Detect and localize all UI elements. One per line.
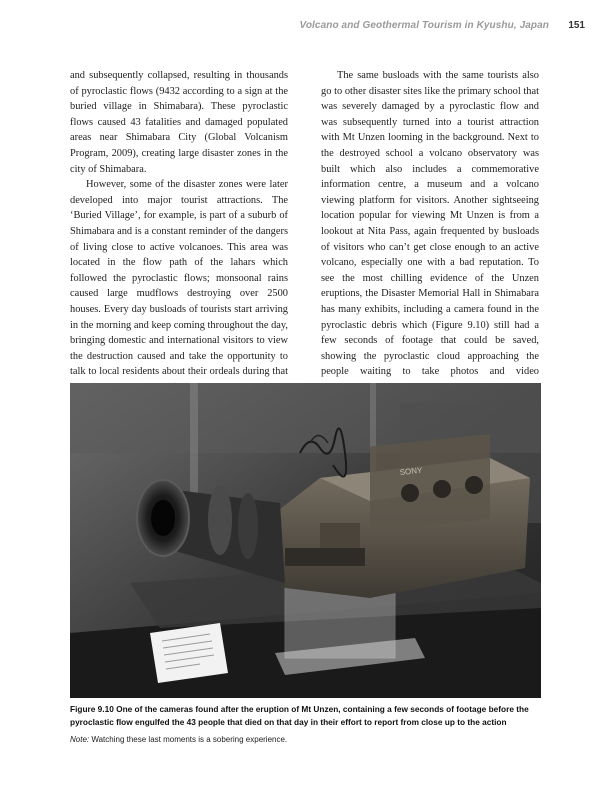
camera-brand-label: SONY — [399, 465, 423, 477]
figure-caption: Figure 9.10 One of the cameras found after the eruption of Mt Unzen, containing a few seconds of footage before the pyroclastic flow engulfed the 43 people that died on that day in their effort to report from close up to the action — [70, 704, 529, 727]
note-label: Note: — [70, 735, 90, 744]
paragraph: The same busloads with the same tourists also go to other disaster sites like the primary school that was severely damaged by a pyroclastic flow and was subsequently turned into a tourist attraction with Mt Unzen looming in the background. Next to the destroyed school a volcano observatory was built which also includes a commemorative information centre, a museum and a volcano viewing platform for visitors. Another sightseeing location popular for viewing Mt Unzen is from a lookout at Nita Pass, again frequented by busloads of visitors who can’t get close enough to an active volcano, especially one with a bad reputation. To see the most chilling evidence of the Unzen eruptions, the Disaster Memorial Hall in Shimabara has many exhibits, including a camera found in the pyroclastic debris which (Figure 9.10) still had a few seconds of footage that could be saved, showing the pyroclastic cloud approaching the people waiting to take photos and video — [321, 70, 539, 378]
paragraph: and subsequently collapsed, resulting in thousands of pyroclastic flows (9432 according to a sign at the buried village in Shimabara). These pyroclastic flows caused 43 fatalities and damaged populated areas near Shimabara City (Global Volcanism Program, 2009), creating large disaster zones in the city of Shimabara. — [70, 70, 288, 175]
running-head-title: Volcano and Geothermal Tourism in Kyushu, Japan — [299, 20, 549, 31]
paragraph: However, some of the disaster zones were later developed into major tourist attractions. The ‘Buried Village’, for example, is part of a suburb of Shimabara and is a constant reminder of the dangers of living close to active volcanoes. This area was located in the flow path of the lahars which followed the pyroclastic flows; monsoonal rains caused large mudflows destroying over 2500 houses. Every day busloads of tourists start arriving in the morning and keep coming throughout the day, bringing domestic and international visitors to view the destruction caused and take the opportunity to talk to local residents about their ordeals during that — [70, 179, 288, 378]
note-text: Watching these last moments is a sobering experience. — [89, 735, 288, 744]
left-column — [70, 68, 288, 395]
running-head — [0, 18, 613, 34]
page-number: 151 — [568, 20, 585, 31]
figure-note — [70, 735, 542, 744]
figure-photo — [70, 383, 541, 698]
right-column — [321, 68, 539, 395]
